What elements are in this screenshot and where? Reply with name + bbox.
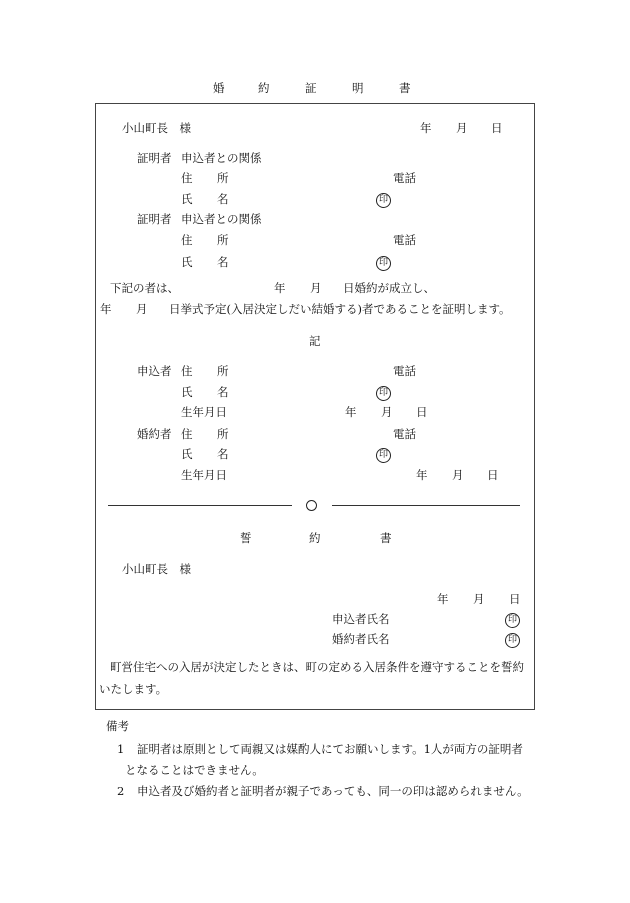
name-label: 氏 [181,447,193,461]
address-label: 住 [181,364,193,378]
statement-start: 下記の者は、 [110,281,179,295]
pledge-title-char: 誓 [240,531,252,545]
pledge-text-line1: 町営住宅への入居が決定したときは、町の定める入居条件を遵守することを誓約 [110,660,524,674]
statement-month: 月 [310,281,322,295]
certifier-label: 証明者 [137,151,172,165]
name-label: 名 [217,447,229,461]
birth-year: 年 [345,405,357,419]
address-label: 住 [181,427,193,441]
pledge-month: 月 [473,592,485,606]
date-month: 月 [456,121,468,135]
birth-day: 日 [416,405,428,419]
birth-year: 年 [416,468,428,482]
divider-circle [306,500,317,511]
birth-month: 月 [381,405,393,419]
certifier-label: 証明者 [137,212,172,226]
address-label: 所 [217,233,229,247]
addressee: 小山町長 様 [122,121,191,135]
address-label: 住 [181,171,193,185]
pledge-day: 日 [509,592,521,606]
address-label: 住 [181,233,193,247]
note-number: 2 [117,784,125,798]
pledge-title-char: 約 [309,531,321,545]
seal-mark: 印 [505,611,520,628]
ki-heading: 記 [309,334,321,348]
phone-label: 電話 [393,427,416,441]
seal-mark: 印 [376,254,391,271]
document-title-char: 証 [305,81,317,95]
statement-wedding: 日挙式予定(入居決定しだい結婚する)者であることを証明します。 [169,302,511,316]
notes-title: 備考 [106,719,129,733]
statement-month: 月 [136,302,148,316]
divider-left [108,505,292,506]
name-label: 氏 [181,385,193,399]
statement-year: 年 [100,302,112,316]
birth-month: 月 [452,468,464,482]
note-text: 証明者は原則として両親又は媒酌人にてお願いします。1人が両方の証明者 [137,742,523,756]
name-label: 氏 [181,192,193,206]
applicant-label: 申込者 [137,364,172,378]
statement-year: 年 [274,281,286,295]
address-label: 所 [217,427,229,441]
document-title-char: 書 [399,81,411,95]
fiance-label: 婚約者 [137,427,172,441]
statement-engaged: 日婚約が成立し、 [343,281,435,295]
name-label: 名 [217,255,229,269]
document-title-char: 婚 [213,81,225,95]
pledge-applicant-label: 申込者氏名 [332,612,390,626]
seal-mark: 印 [505,631,520,648]
pledge-fiance-label: 婚約者氏名 [332,632,390,646]
phone-label: 電話 [393,171,416,185]
pledge-text-line2: いたします。 [99,682,168,696]
relation-label: 申込者との関係 [181,151,262,165]
seal-mark: 印 [376,446,391,463]
date-year: 年 [420,121,432,135]
divider-right [332,505,520,506]
pledge-addressee: 小山町長 様 [122,562,191,576]
pledge-title-char: 書 [380,531,392,545]
address-label: 所 [217,171,229,185]
phone-label: 電話 [393,233,416,247]
seal-mark: 印 [376,191,391,208]
birthdate-label: 生年月日 [181,405,227,419]
pledge-year: 年 [437,592,449,606]
note-text: 申込者及び婚約者と証明者が親子であっても、同一の印は認められません。 [137,784,529,798]
name-label: 名 [217,192,229,206]
birth-day: 日 [487,468,499,482]
document-title-char: 明 [352,81,364,95]
phone-label: 電話 [393,364,416,378]
date-day: 日 [491,121,503,135]
seal-mark: 印 [376,384,391,401]
document-title-char: 約 [258,81,270,95]
note-text-cont: となることはできません。 [125,763,264,777]
note-number: 1 [117,742,125,756]
form-frame [95,103,535,710]
name-label: 名 [217,385,229,399]
name-label: 氏 [181,255,193,269]
address-label: 所 [217,364,229,378]
birthdate-label: 生年月日 [181,468,227,482]
relation-label: 申込者との関係 [181,212,262,226]
